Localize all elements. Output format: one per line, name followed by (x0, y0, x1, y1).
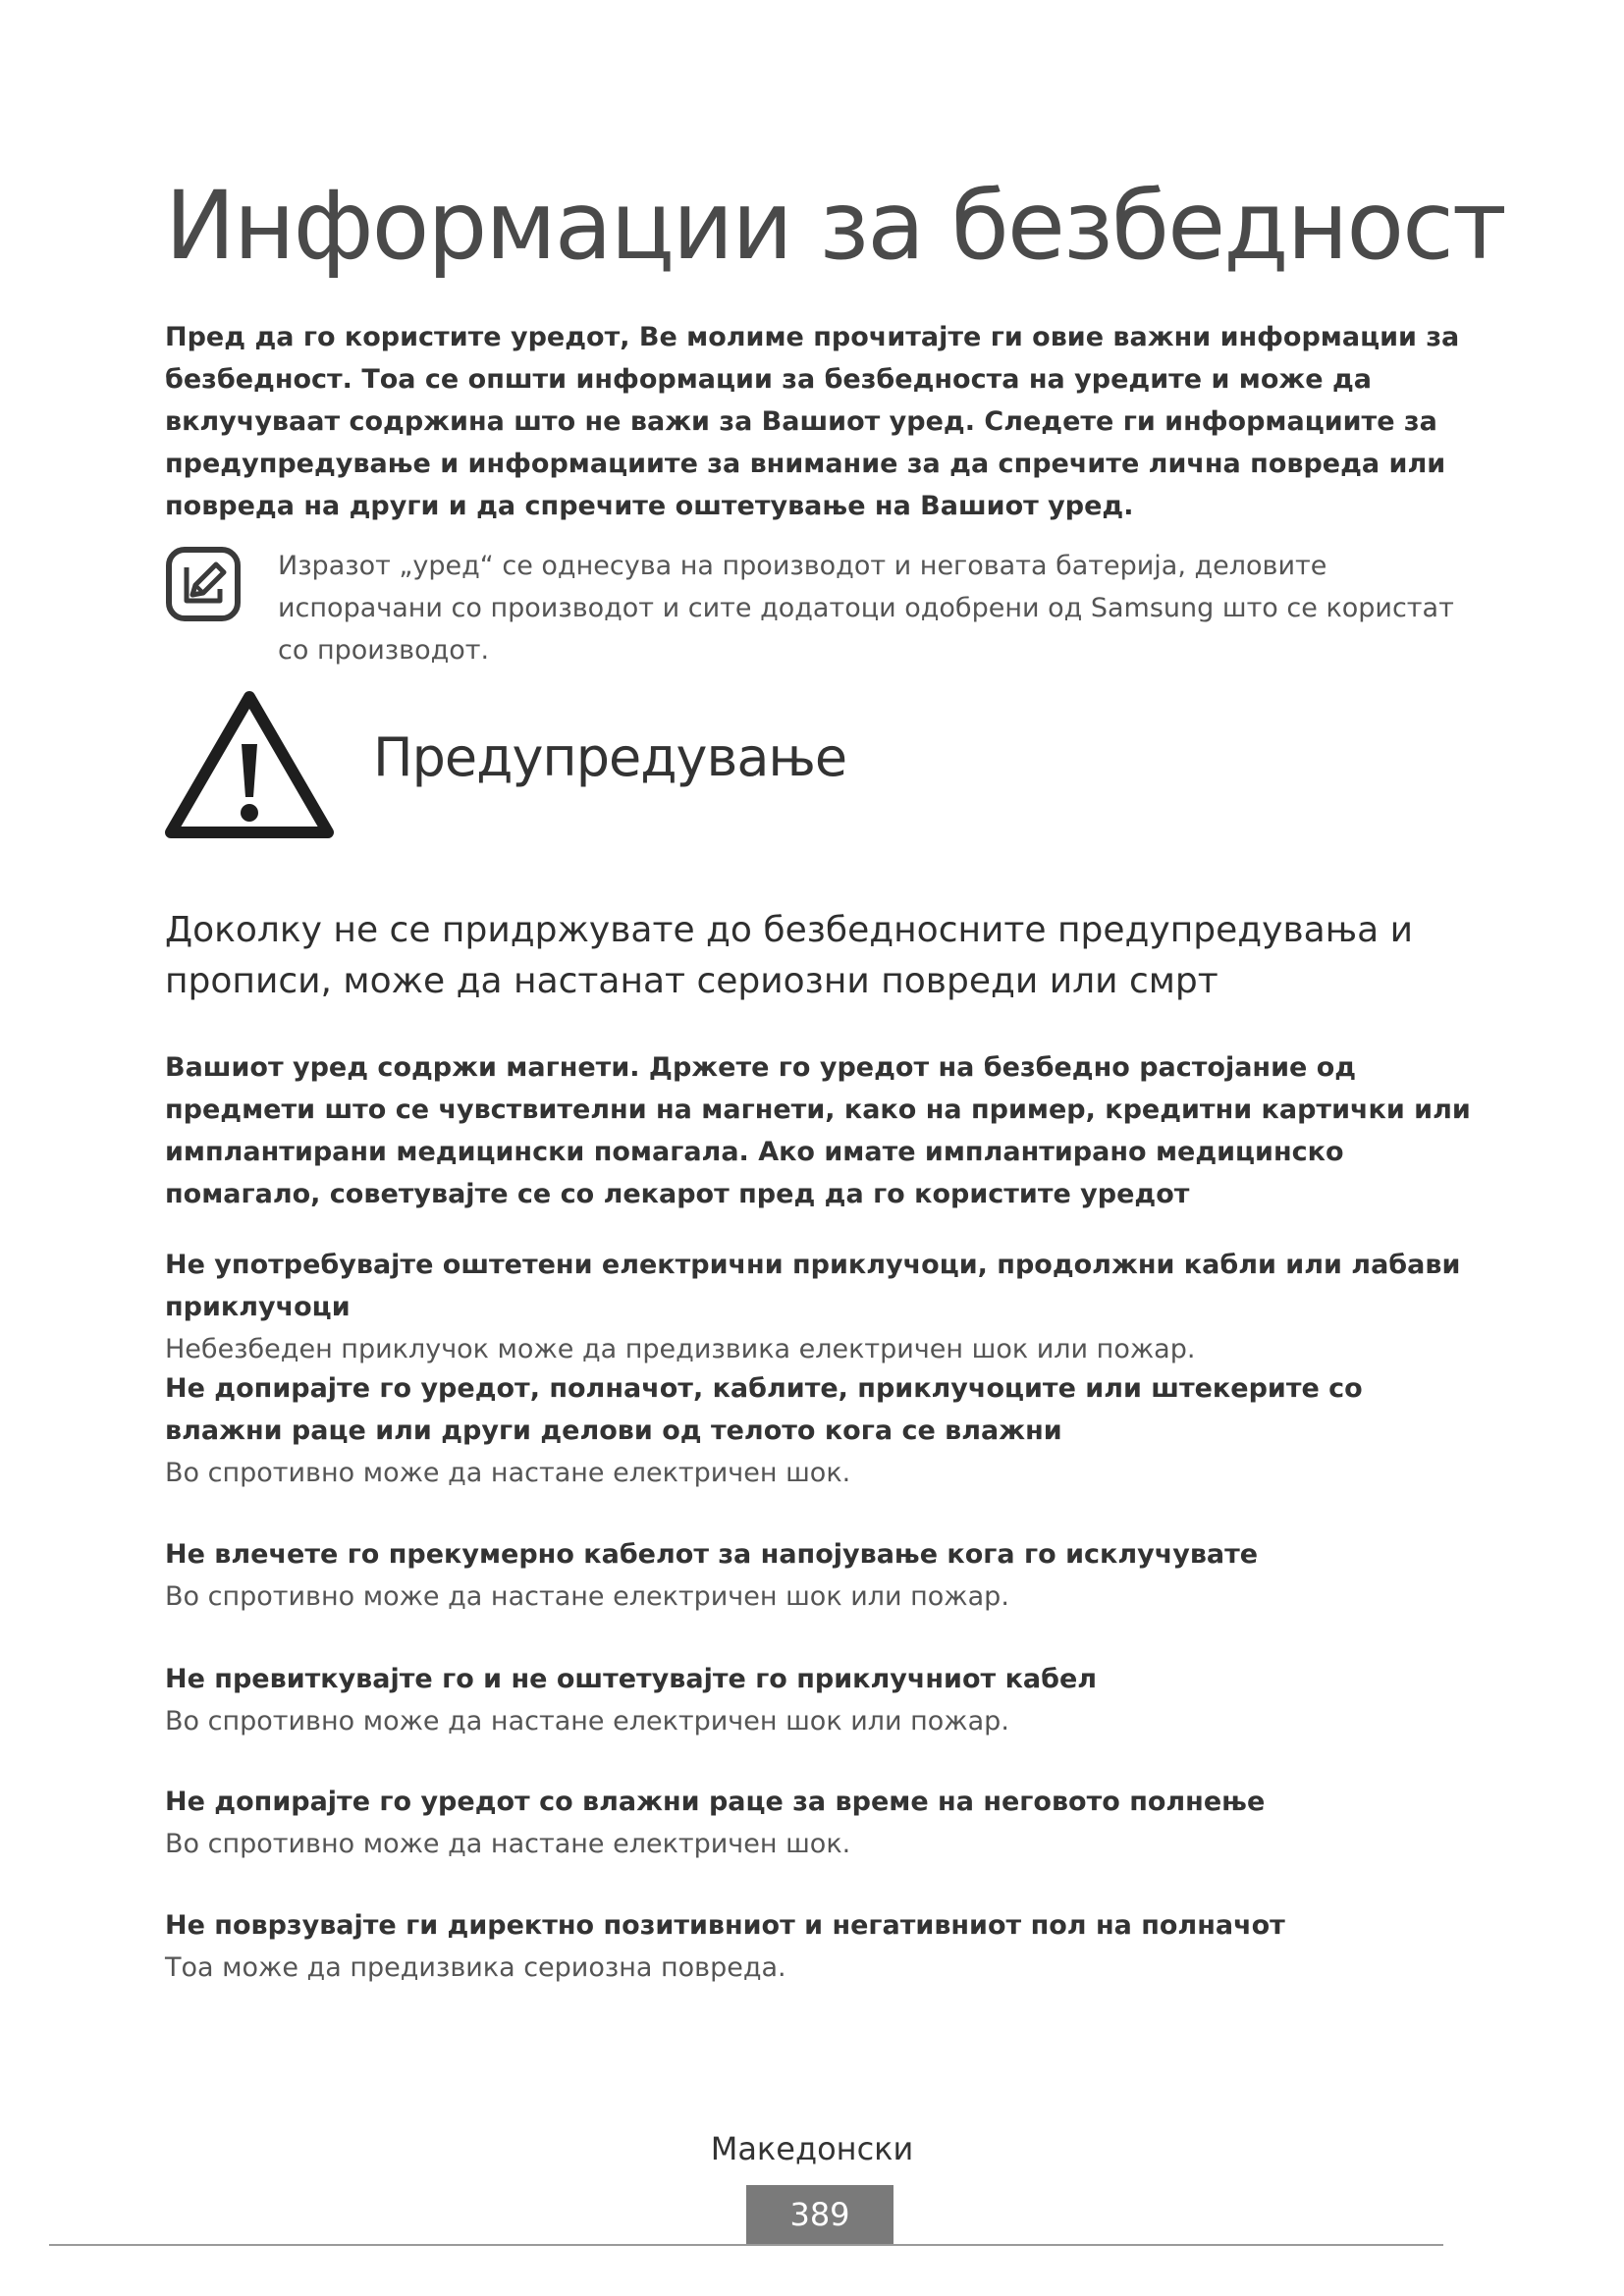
safety-item-text: Во спротивно може да настане електричен шок. (165, 1458, 851, 1488)
warning-triangle-icon (163, 687, 336, 842)
page-title: Информации за безбедност (165, 171, 1505, 281)
safety-item-heading: Не допирајте го уредот, полначот, каблите, приклучоците или штекерите со влажни раце или други делови од телото кога се влажни (165, 1373, 1363, 1446)
safety-item-text: Во спротивно може да настане електричен шок или пожар. (165, 1706, 1009, 1736)
safety-item-heading: Не допирајте го уредот со влажни раце за време на неговото полнење (165, 1787, 1266, 1817)
safety-item-text: Во спротивно може да настане електричен шок или пожар. (165, 1581, 1009, 1612)
main-heading: Доколку не се придржувате до безбедносните предупредувања и прописи, може да настанат сериозни повреди или смрт (165, 910, 1413, 1001)
safety-item-text: Тоа може да предизвика сериозна повреда. (165, 1952, 786, 1983)
intro-paragraph: Пред да го користите уредот, Ве молиме прочитајте ги овие важни информации за безбедност. Тоа се општи информации за безбедноста на уредите и може да вклучуваат содржина што не важи за Вашиот уред. Следете ги информациите за предупредување и информациите за внимание за да спречите лична повреда или повреда на други и да спречите оштетување на Вашиот уред. (165, 322, 1460, 521)
safety-item-heading: Не превиткувајте го и не оштетувајте го приклучниот кабел (165, 1664, 1098, 1694)
footer-divider (49, 2244, 1443, 2246)
safety-item (165, 1781, 1481, 1865)
safety-item (165, 1904, 1481, 1989)
safety-item-heading: Не поврзувајте ги директно позитивниот и негативниот пол на полначот (165, 1910, 1285, 1941)
footer-language: Македонски (710, 2130, 914, 2167)
safety-item (165, 1533, 1481, 1618)
page-number: 389 (746, 2185, 893, 2244)
magnet-warning-text: Вашиот уред содржи магнети. Држете го уредот на безбедно растојание од предмети што се чувствителни на магнети, како на пример, кредитни картички или имплантирани медицински помагала. Ако имате имплантирано медицинско помагало, советувајте се со лекарот пред да го користите уредот (165, 1052, 1471, 1209)
note-pencil-icon (165, 546, 242, 622)
warning-heading: Предупредување (373, 726, 847, 788)
safety-item (165, 1367, 1481, 1494)
safety-item (165, 1658, 1481, 1742)
note-text: Изразот „уред“ се однесува на производот и неговата батерија, деловите испорачани со производот и сите додатоци одобрени од Samsung што се користат со производот. (278, 551, 1454, 666)
safety-item-heading: Не употребувајте оштетени електрични приклучоци, продолжни кабли или лабави приклучоци (165, 1250, 1461, 1322)
safety-item-heading: Не влечете го прекумерно кабелот за напојување кога го исклучувате (165, 1539, 1259, 1570)
safety-item-text: Во спротивно може да настане електричен шок. (165, 1829, 851, 1859)
safety-item-text: Небезбеден приклучок може да предизвика електричен шок или пожар. (165, 1334, 1196, 1364)
safety-item (165, 1244, 1481, 1370)
